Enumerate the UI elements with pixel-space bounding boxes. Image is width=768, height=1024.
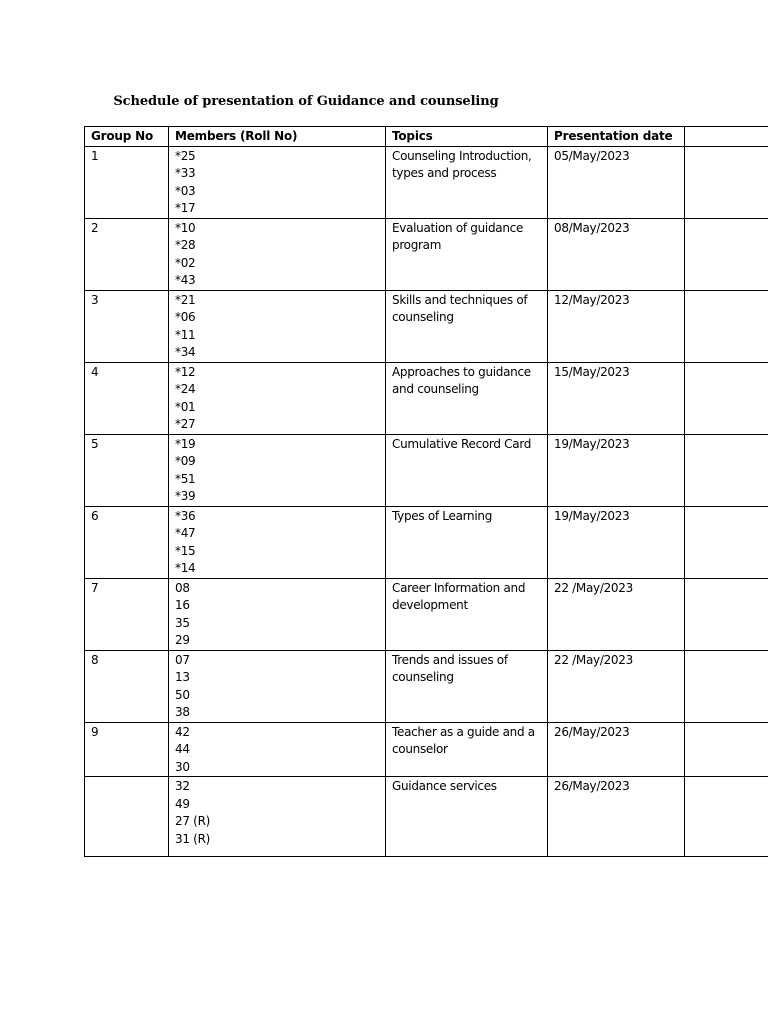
member-roll-no: *24 (175, 382, 196, 396)
cell-group-no: 2 (85, 218, 169, 290)
header-blank (685, 127, 768, 147)
table-row (85, 290, 768, 362)
cell-blank (685, 362, 768, 434)
cell-members (169, 777, 386, 857)
schedule-table (84, 126, 768, 857)
cell-blank (685, 146, 768, 218)
cell-presentation-date: 26/May/2023 (548, 777, 685, 857)
member-roll-no: *21 (175, 292, 196, 307)
member-roll-no: *34 (175, 345, 196, 359)
page-title-text: Schedule of presentation of Guidance and counseling (113, 94, 499, 109)
cell-presentation-date: 22 /May/2023 (548, 578, 685, 650)
table-row (85, 722, 768, 777)
member-roll-no: *01 (175, 399, 196, 414)
member-roll-no: 35 (175, 615, 190, 630)
cell-group-no: 3 (85, 290, 169, 362)
member-roll-no: *39 (175, 489, 196, 503)
member-roll-no: *02 (175, 255, 196, 270)
cell-presentation-date: 08/May/2023 (548, 218, 685, 290)
cell-topic: Trends and issues of counseling (386, 650, 548, 722)
table-row (85, 650, 768, 722)
member-roll-no: *43 (175, 273, 196, 287)
cell-blank (685, 578, 768, 650)
table-row (85, 362, 768, 434)
member-roll-no: *12 (175, 364, 196, 379)
cell-group-no: 8 (85, 650, 169, 722)
cell-presentation-date: 22 /May/2023 (548, 650, 685, 722)
member-roll-no: *10 (175, 220, 196, 235)
cell-topic: Approaches to guidance and counseling (386, 362, 548, 434)
cell-topic: Skills and techniques of counseling (386, 290, 548, 362)
member-roll-no: 27 (R) (175, 814, 210, 828)
cell-group-no: 4 (85, 362, 169, 434)
cell-topic: Guidance services (386, 777, 548, 857)
cell-presentation-date: 26/May/2023 (548, 722, 685, 777)
cell-group-no: 5 (85, 434, 169, 506)
member-roll-no: *09 (175, 454, 196, 468)
member-roll-no: 31 (R) (175, 831, 210, 846)
member-roll-no: 50 (175, 687, 190, 702)
cell-blank (685, 777, 768, 857)
table-row (85, 506, 768, 578)
cell-presentation-date: 19/May/2023 (548, 434, 685, 506)
cell-group-no: 9 (85, 722, 169, 777)
cell-members (169, 722, 386, 777)
member-roll-no: 29 (175, 633, 190, 647)
cell-blank (685, 218, 768, 290)
member-roll-no: *19 (175, 436, 196, 451)
table-row (85, 777, 768, 857)
header-presentation-date: Presentation date (548, 127, 685, 147)
member-roll-no: 07 (175, 652, 190, 667)
page-title (0, 94, 768, 109)
cell-members (169, 578, 386, 650)
member-roll-no: 13 (175, 670, 190, 684)
cell-members (169, 434, 386, 506)
cell-group-no: 7 (85, 578, 169, 650)
member-roll-no: *03 (175, 183, 196, 198)
header-group-no: Group No (85, 127, 169, 147)
member-roll-no: *47 (175, 526, 196, 540)
cell-blank (685, 506, 768, 578)
member-roll-no: *27 (175, 417, 196, 431)
cell-members (169, 218, 386, 290)
member-roll-no: 08 (175, 580, 190, 595)
member-roll-no: 49 (175, 796, 190, 811)
member-roll-no: *15 (175, 543, 196, 558)
member-roll-no: 16 (175, 598, 190, 612)
cell-presentation-date: 15/May/2023 (548, 362, 685, 434)
table-row (85, 434, 768, 506)
cell-topic: Cumulative Record Card (386, 434, 548, 506)
cell-members (169, 362, 386, 434)
member-roll-no: *28 (175, 238, 196, 252)
cell-blank (685, 434, 768, 506)
cell-group-no: 6 (85, 506, 169, 578)
member-roll-no: *17 (175, 201, 196, 215)
cell-group-no: 1 (85, 146, 169, 218)
cell-members (169, 650, 386, 722)
member-roll-no: *06 (175, 310, 196, 324)
cell-blank (685, 722, 768, 777)
cell-group-no (85, 777, 169, 857)
member-roll-no: 38 (175, 705, 190, 719)
cell-members (169, 506, 386, 578)
header-members: Members (Roll No) (169, 127, 386, 147)
cell-presentation-date: 12/May/2023 (548, 290, 685, 362)
table-row (85, 218, 768, 290)
member-roll-no: 44 (175, 742, 190, 756)
member-roll-no: *33 (175, 166, 196, 180)
member-roll-no: 30 (175, 759, 190, 774)
member-roll-no: 32 (175, 779, 190, 793)
table-row (85, 578, 768, 650)
table-header-row (85, 127, 768, 147)
cell-members (169, 146, 386, 218)
member-roll-no: *51 (175, 471, 196, 486)
cell-topic: Types of Learning (386, 506, 548, 578)
cell-topic: Evaluation of guidance program (386, 218, 548, 290)
table-row (85, 146, 768, 218)
table-body (85, 146, 768, 857)
member-roll-no: 42 (175, 724, 190, 739)
cell-topic: Career Information and development (386, 578, 548, 650)
header-topics: Topics (386, 127, 548, 147)
member-roll-no: *36 (175, 508, 196, 523)
member-roll-no: *11 (175, 327, 196, 342)
cell-members (169, 290, 386, 362)
cell-topic: Counseling Introduction, types and process (386, 146, 548, 218)
member-roll-no: *14 (175, 561, 196, 575)
cell-blank (685, 650, 768, 722)
member-roll-no: *25 (175, 148, 196, 163)
cell-blank (685, 290, 768, 362)
cell-presentation-date: 19/May/2023 (548, 506, 685, 578)
cell-topic: Teacher as a guide and a counselor (386, 722, 548, 777)
cell-presentation-date: 05/May/2023 (548, 146, 685, 218)
